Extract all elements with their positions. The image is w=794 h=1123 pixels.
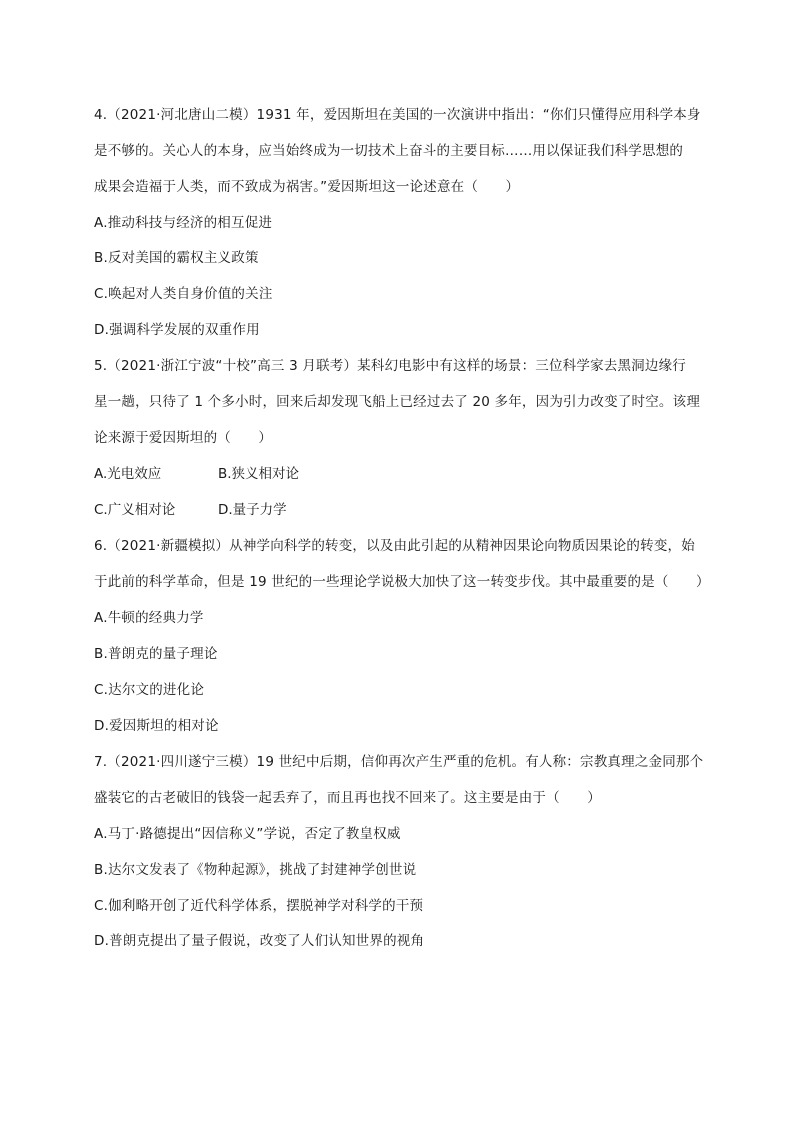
question-5-option-b: B.狭义相对论 (218, 466, 300, 482)
question-4-stem-line-2: 是不够的。关心人的本身，应当始终成为一切技术上奋斗的主要目标……用以保证我们科学思想的 (94, 143, 684, 159)
question-6-option-c: C.达尔文的进化论 (94, 682, 205, 698)
question-4-stem-line-1: 4.（2021·河北唐山二模）1931 年，爱因斯坦在美国的一次演讲中指出：“你们只懂得应用科学本身 (94, 107, 701, 123)
question-5-stem-line-2: 星一趟，只待了 1 个多小时，回来后却发现飞船上已经过去了 20 多年，因为引力改变了时空。该理 (94, 394, 701, 410)
question-4-option-c: C.唤起对人类自身价值的关注 (94, 286, 273, 302)
question-7-option-c: C.伽利略开创了近代科学体系，摆脱神学对科学的干预 (94, 898, 424, 914)
question-6-stem-line-1: 6.（2021·新疆模拟）从神学向科学的转变，以及由此引起的从精神因果论向物质因果论的转变，始 (94, 538, 695, 554)
question-5-option-a: A.光电效应 (94, 466, 162, 482)
question-5-stem-line-1: 5.（2021·浙江宁波“十校”高三 3 月联考）某科幻电影中有这样的场景：三位科学家去黑洞边缘行 (94, 358, 686, 374)
question-7-option-b: B.达尔文发表了《物种起源》，挑战了封建神学创世说 (94, 862, 417, 878)
question-7-stem-line-1: 7.（2021·四川遂宁三模）19 世纪中后期，信仰再次产生严重的危机。有人称：宗教真理之金同那个 (94, 754, 704, 770)
question-4-option-d: D.强调科学发展的双重作用 (94, 322, 260, 338)
question-6-stem-line-2: 于此前的科学革命，但是 19 世纪的一些理论学说极大加快了这一转变步伐。其中最重要的是（ ） (94, 574, 710, 590)
question-4-option-a: A.推动科技与经济的相互促进 (94, 215, 273, 231)
question-5-options-row-1 (94, 465, 300, 483)
question-5-stem-line-3: 论来源于爱因斯坦的（ ） (94, 430, 273, 446)
question-7-option-d: D.普朗克提出了量子假说，改变了人们认知世界的视角 (94, 933, 425, 949)
question-6-option-b: B.普朗克的量子理论 (94, 646, 218, 662)
question-5-option-d: D.量子力学 (218, 502, 287, 518)
question-4-stem-line-3: 成果会造福于人类，而不致成为祸害。”爱因斯坦这一论述意在（ ） (94, 179, 520, 195)
question-7-option-a: A.马丁·路德提出“因信称义”学说，否定了教皇权威 (94, 826, 401, 842)
question-5-option-c: C.广义相对论 (94, 502, 176, 518)
question-6-option-d: D.爱因斯坦的相对论 (94, 718, 219, 734)
question-6-option-a: A.牛顿的经典力学 (94, 610, 204, 626)
question-7-stem-line-2: 盛装它的古老破旧的钱袋一起丢弃了，而且再也找不回来了。这主要是由于（ ） (94, 790, 601, 806)
question-4-option-b: B.反对美国的霸权主义政策 (94, 250, 259, 266)
question-5-options-row-2 (94, 501, 287, 519)
